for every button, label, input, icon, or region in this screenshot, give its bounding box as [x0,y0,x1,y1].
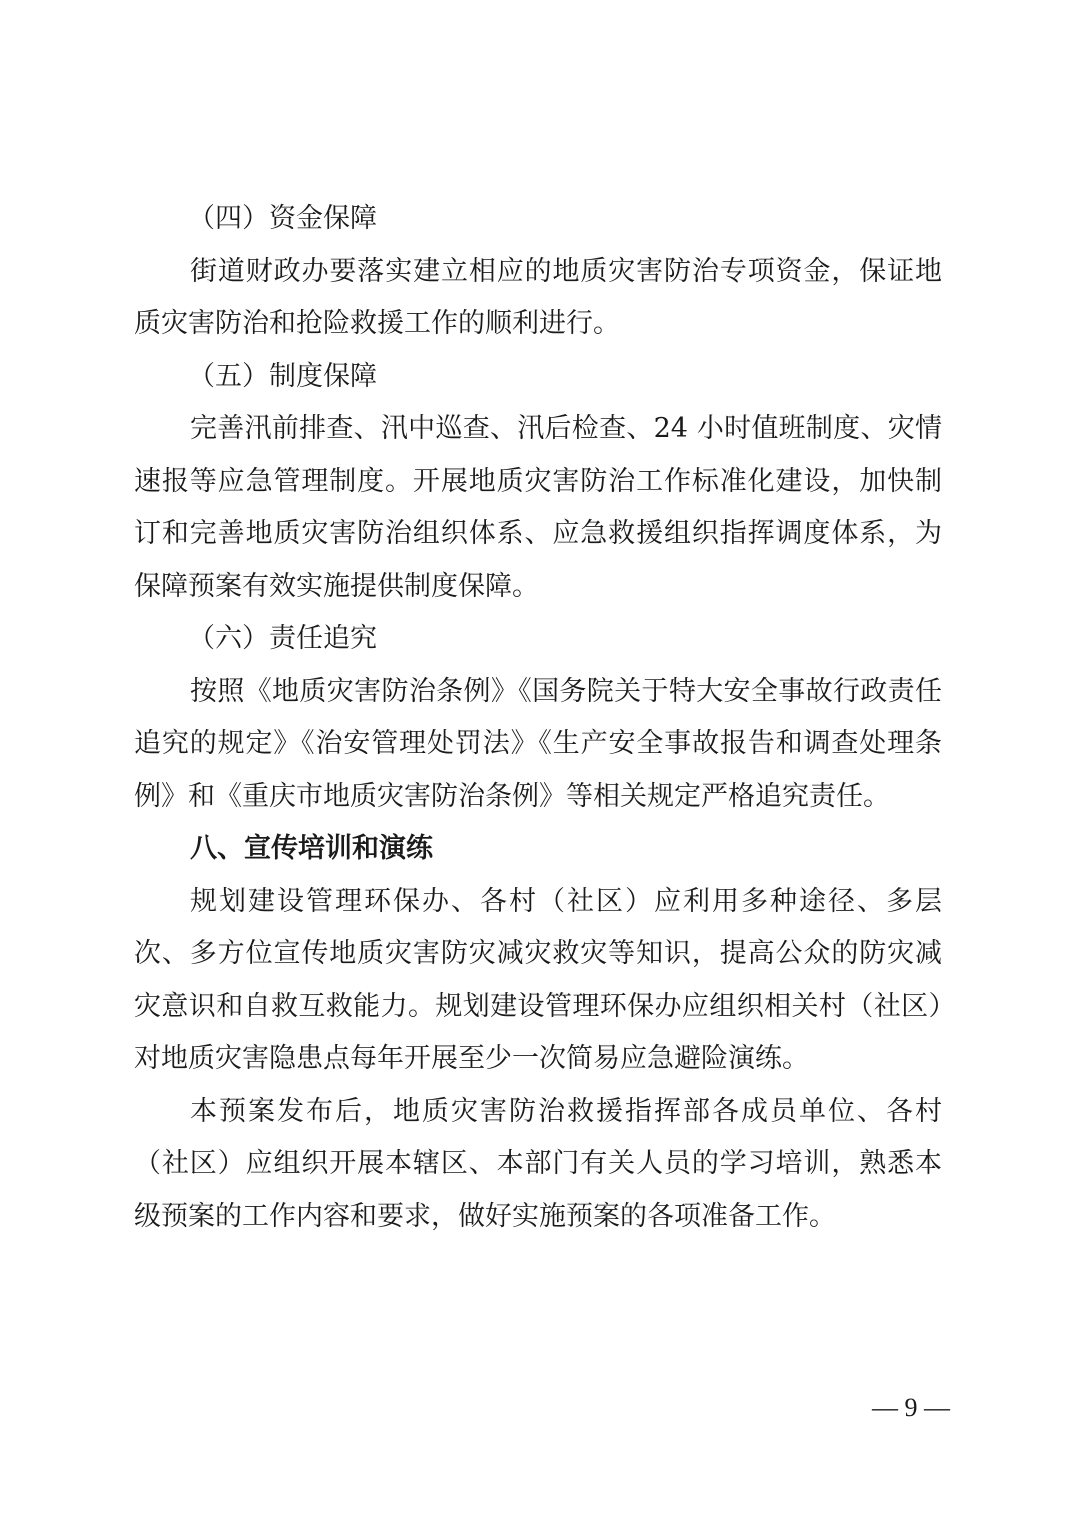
subheading-system: （五）制度保障 [188,360,377,392]
paragraph-funding: 街道财政办要落实建立相应的地质灾害防治专项资金，保证地质灾害防治和抢险救援工作的顺利进行。 [134,255,942,339]
section-heading-training: 八、宣传培训和演练 [190,833,433,864]
paragraph-system: 完善汛前排查、汛中巡查、汛后检查、24 小时值班制度、灾情速报等应急管理制度。开展地质灾害防治工作标准化建设，加快制订和完善地质灾害防治组织体系、应急救援组织指挥调度体系，为保障预案有效实施提供制度保障。 [134,413,942,602]
paragraph-training: 本预案发布后，地质灾害防治救援指挥部各成员单位、各村（社区）应组织开展本辖区、本部门有关人员的学习培训，熟悉本级预案的工作内容和要求，做好实施预案的各项准备工作。 [134,1095,942,1232]
paragraph-publicity: 规划建设管理环保办、各村（社区）应利用多种途径、多层次、多方位宣传地质灾害防灾减灾救灾等知识，提高公众的防灾减灾意识和自救互救能力。规划建设管理环保办应组织相关村（社区）对地质灾害隐患点每年开展至少一次简易应急避险演练。 [134,885,942,1074]
paragraph-accountability: 按照《地质灾害防治条例》《国务院关于特大安全事故行政责任追究的规定》《治安管理处罚法》《生产安全事故报告和调查处理条例》和《重庆市地质灾害防治条例》等相关规定严格追究责任。 [134,675,942,812]
subheading-funding: （四）资金保障 [188,203,377,234]
document-body [134,193,942,1243]
page-number: — 9 — [872,1393,950,1422]
subheading-accountability: （六）责任追究 [188,623,377,654]
